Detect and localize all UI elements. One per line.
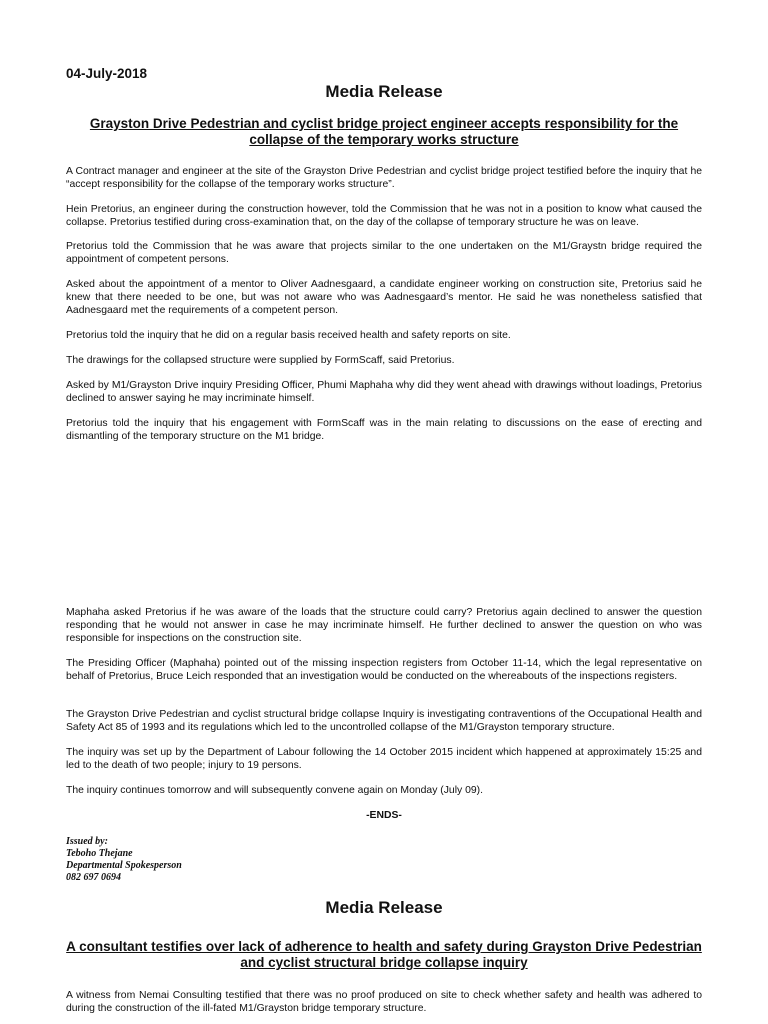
paragraph: Asked about the appointment of a mentor to Oliver Aadnesgaard, a candidate engineer working on construction site, Pretorius said he knew that there needed to be one, but was not aware who was Aadnesgaard’s mentor. He said he was nonetheless satisfied that Aadnesgaard met the requirements of a competent person. — [66, 279, 702, 316]
issued-by-label: Issued by: — [66, 836, 108, 847]
paragraph: The inquiry was set up by the Department of Labour following the 14 October 2015 incident which happened at approximately 15:25 and led to the death of two people; injury to 19 persons. — [66, 747, 702, 771]
paragraph: Hein Pretorius, an engineer during the construction however, told the Commission that he was not in a position to know what caused the collapse. Pretorius testified during cross-examination that, on the day of the collapse of temporary structure he was on leave. — [66, 204, 702, 228]
issued-by-block — [66, 836, 182, 884]
paragraph: Pretorius told the inquiry that he did on a regular basis received health and safety reports on site. — [66, 330, 511, 341]
ends-marker: -ENDS- — [366, 810, 402, 821]
media-release-title: Media Release — [325, 82, 443, 101]
spokesperson-name: Teboho Thejane — [66, 848, 133, 859]
paragraph: Pretorius told the Commission that he was aware that projects similar to the one undertaken on the M1/Graystn bridge required the appointment of competent persons. — [66, 241, 702, 265]
paragraph: The Presiding Officer (Maphaha) pointed out of the missing inspection registers from October 11-14, which the legal representative on behalf of Pretorius, Bruce Leich responded that an investigation would be conducted on the whereabouts of the inspections registers. — [66, 658, 702, 682]
paragraph: The inquiry continues tomorrow and will subsequently convene again on Monday (July 09). — [66, 785, 484, 796]
paragraph: A witness from Nemai Consulting testified that there was no proof produced on site to check whether safety and health was adhered to during the construction of the ill-fated M1/Grayston bridge temporary structure. — [66, 990, 702, 1014]
paragraph: A Contract manager and engineer at the site of the Grayston Drive Pedestrian and cyclist bridge project testified before the inquiry that he “accept responsibility for the collapse of the temporary works structure”. — [66, 166, 702, 190]
release-headline-2: A consultant testifies over lack of adherence to health and safety during Grayston Drive Pedestrian and cyclist structural bridge collapse inquiry — [66, 939, 702, 970]
paragraph: The drawings for the collapsed structure were supplied by FormScaff, said Pretorius. — [66, 355, 455, 366]
paragraph: Pretorius told the inquiry that his engagement with FormScaff was in the main relating to discussions on the ease of erecting and dismantling of the temporary structure on the M1 bridge. — [66, 418, 702, 442]
spokesperson-role: Departmental Spokesperson — [66, 860, 182, 871]
paragraph: Asked by M1/Grayston Drive inquiry Presiding Officer, Phumi Maphaha why did they went ahead with drawings without loadings, Pretorius declined to answer saying he may incriminate himself. — [66, 380, 702, 404]
paragraph: Maphaha asked Pretorius if he was aware of the loads that the structure could carry? Pretorius again declined to answer the question responding that he would not answer in case he may incriminate himself. He further declined to answer the question on who was responsible for inspections on the construction site. — [66, 607, 702, 644]
media-release-title-2: Media Release — [325, 898, 443, 917]
paragraph: The Grayston Drive Pedestrian and cyclist structural bridge collapse Inquiry is investigating contraventions of the Occupational Health and Safety Act 85 of 1993 and its regulations which led to the uncontrolled collapse of the M1/Grayston temporary structure. — [66, 709, 702, 733]
release-headline: Grayston Drive Pedestrian and cyclist bridge project engineer accepts responsibility for the collapse of the temporary works structure — [89, 116, 679, 147]
spokesperson-phone: 082 697 0694 — [66, 872, 121, 883]
release-date: 04-July-2018 — [66, 66, 148, 81]
